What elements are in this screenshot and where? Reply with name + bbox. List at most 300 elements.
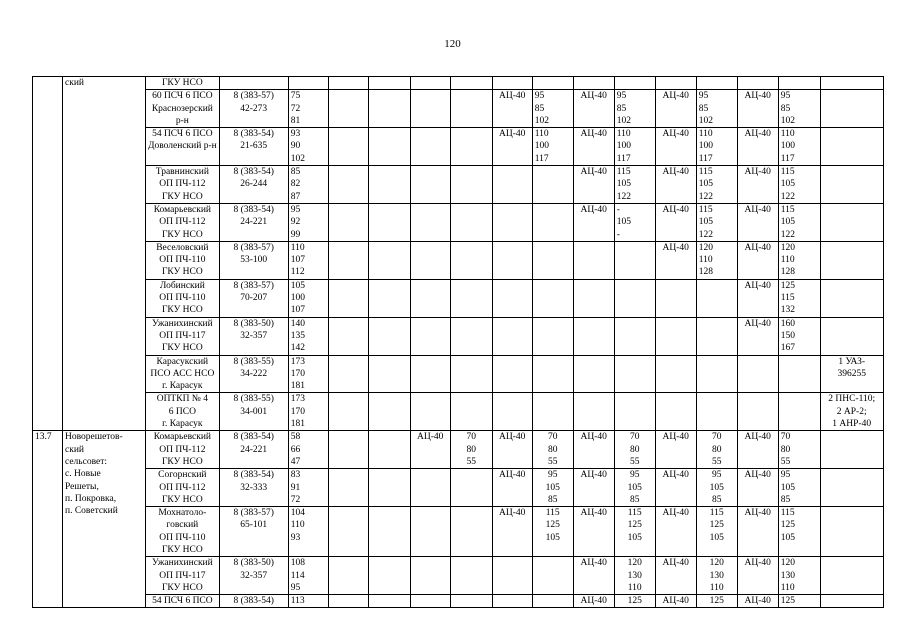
cell-line — [823, 318, 881, 330]
table-cell — [573, 507, 614, 557]
cell-line: 95 — [780, 91, 791, 102]
cell-line: ОП ПЧ-110 — [159, 293, 206, 304]
table-cell — [820, 469, 883, 507]
cell-line: ский — [65, 444, 84, 455]
cell-line — [576, 393, 612, 405]
table-cell — [410, 128, 450, 166]
cell-line — [413, 595, 448, 607]
cell-line: ский — [65, 78, 84, 88]
cell-line — [617, 356, 653, 368]
table-cell — [368, 128, 410, 166]
table-cell — [450, 317, 492, 355]
table-cell — [696, 241, 737, 279]
cell-line — [535, 77, 571, 89]
table-cell — [492, 355, 532, 393]
cell-line: Ужанихинский — [151, 558, 213, 569]
cell-line: ГКУ НСО — [161, 191, 203, 202]
cell-line: 90 — [290, 141, 301, 152]
cell-line: 93 — [290, 129, 301, 140]
table-cell — [219, 166, 288, 204]
table-cell — [655, 355, 696, 393]
table-cell — [219, 507, 288, 557]
cell-line: АЦ-40 — [744, 91, 771, 102]
cell-line — [535, 280, 571, 292]
table-cell — [737, 557, 778, 595]
cell-line: АЦ-40 — [662, 91, 689, 102]
cell-line — [371, 557, 408, 569]
fire-resources-table — [32, 76, 884, 608]
cell-line: АЦ-40 — [744, 242, 771, 253]
table-cell — [328, 393, 368, 431]
cell-line — [495, 318, 530, 330]
cell-line: - — [616, 204, 620, 215]
cell-line — [535, 318, 571, 330]
table-cell — [492, 203, 532, 241]
cell-line: 54 ПСЧ 6 ПСО — [152, 596, 213, 607]
cell-line: АЦ-40 — [662, 432, 689, 443]
cell-line — [495, 356, 530, 368]
cell-line — [495, 204, 530, 216]
table-cell — [532, 279, 573, 317]
table-cell — [737, 469, 778, 507]
cell-line: 108 — [290, 558, 305, 569]
cell-line: 85 — [290, 167, 301, 178]
cell-line: АЦ-40 — [662, 558, 689, 569]
cell-line — [331, 280, 366, 292]
table-cell — [820, 166, 883, 204]
cell-line — [823, 280, 881, 292]
table-row — [33, 557, 884, 595]
cell-line: 8 (383-57) — [233, 508, 274, 519]
cell-line: 122 — [616, 191, 631, 202]
cell-line — [453, 318, 490, 330]
table-cell — [778, 279, 820, 317]
table-cell — [573, 557, 614, 595]
cell-line: - — [616, 229, 620, 240]
table-cell — [696, 469, 737, 507]
cell-line: 105 — [780, 217, 795, 228]
table-cell — [368, 507, 410, 557]
table-cell — [614, 128, 655, 166]
cell-line — [331, 204, 366, 216]
table-cell — [328, 90, 368, 128]
cell-line: 120 — [780, 558, 795, 569]
cell-line: 115 — [709, 508, 724, 519]
cell-line: 75 — [290, 91, 301, 102]
table-cell — [450, 431, 492, 469]
table-cell — [410, 241, 450, 279]
cell-line — [413, 393, 448, 405]
cell-line: ОП ПЧ-112 — [159, 179, 206, 190]
table-cell — [573, 77, 614, 90]
cell-line — [371, 507, 408, 519]
table-cell — [492, 166, 532, 204]
cell-line: 55 — [780, 456, 791, 467]
cell-line: 110 — [780, 129, 795, 140]
table-cell — [410, 355, 450, 393]
table-cell — [219, 77, 288, 90]
table-row — [33, 77, 884, 90]
table-row — [33, 393, 884, 431]
cell-line: Доволенский р-н — [148, 141, 217, 152]
table-cell — [492, 431, 532, 469]
cell-line: 113 — [290, 596, 305, 607]
cell-line: 135 — [290, 330, 305, 341]
cell-line: 102 — [616, 115, 631, 126]
cell-line: ГКУ НСО — [161, 305, 203, 316]
table-cell — [368, 241, 410, 279]
cell-line — [371, 595, 408, 607]
table-cell — [219, 393, 288, 431]
cell-line: 85 — [711, 494, 722, 505]
cell-line: 8 (383-55) — [233, 356, 274, 367]
cell-line: 100 — [780, 141, 795, 152]
cell-line: АЦ-40 — [499, 508, 526, 519]
cell-line: 8 (383-50) — [233, 318, 274, 329]
cell-line: АЦ-40 — [580, 204, 607, 215]
table-cell — [532, 128, 573, 166]
cell-line: 110 — [698, 129, 713, 140]
table-row — [33, 128, 884, 166]
cell-line — [576, 280, 612, 292]
table-cell — [778, 90, 820, 128]
table-cell — [410, 557, 450, 595]
table-cell — [288, 507, 328, 557]
cell-line: Лобинский — [159, 280, 205, 291]
table-cell — [288, 595, 328, 608]
cell-line — [576, 242, 612, 254]
cell-line: 8 (383-54) — [233, 167, 274, 178]
table-cell — [820, 241, 883, 279]
table-cell — [737, 241, 778, 279]
table-cell — [532, 203, 573, 241]
table-cell — [820, 128, 883, 166]
table-cell — [450, 90, 492, 128]
cell-line: 85 — [698, 103, 709, 114]
cell-line — [453, 280, 490, 292]
table-cell — [288, 469, 328, 507]
table-cell — [737, 90, 778, 128]
cell-line: 142 — [290, 343, 305, 354]
cell-line: 110 — [780, 255, 795, 266]
cell-line: АЦ-40 — [499, 91, 526, 102]
table-cell — [573, 90, 614, 128]
table-cell — [219, 431, 288, 469]
table-cell — [492, 317, 532, 355]
cell-line: 55 — [629, 456, 640, 467]
cell-line — [371, 431, 408, 443]
cell-line: АЦ-40 — [744, 596, 771, 607]
cell-line: АЦ-40 — [744, 470, 771, 481]
cell-line: АЦ-40 — [662, 596, 689, 607]
table-cell — [614, 241, 655, 279]
table-cell — [532, 77, 573, 90]
table-cell — [368, 557, 410, 595]
cell-line: 117 — [780, 153, 795, 164]
table-cell — [696, 317, 737, 355]
cell-line — [453, 507, 490, 519]
cell-line: 130 — [709, 570, 724, 581]
table-cell — [368, 393, 410, 431]
cell-line — [781, 393, 818, 405]
table-cell — [410, 203, 450, 241]
cell-line: 132 — [780, 305, 795, 316]
cell-line — [413, 469, 448, 481]
cell-line — [823, 595, 881, 607]
cell-line: 8 (383-57) — [233, 280, 274, 291]
table-cell — [288, 90, 328, 128]
table-cell — [614, 355, 655, 393]
cell-line — [453, 557, 490, 569]
table-cell — [778, 128, 820, 166]
cell-line — [658, 280, 694, 292]
cell-line: 100 — [534, 141, 549, 152]
cell-line: 95 — [711, 470, 722, 481]
cell-line — [331, 242, 366, 254]
cell-line: 8 (383-54) — [233, 129, 274, 140]
table-cell — [492, 279, 532, 317]
cell-line: 85 — [616, 103, 627, 114]
table-cell — [368, 355, 410, 393]
table-cell — [820, 203, 883, 241]
cell-line — [576, 356, 612, 368]
cell-line: Ужанихинский — [151, 318, 213, 329]
table-cell — [328, 431, 368, 469]
cell-line — [823, 77, 881, 89]
cell-line — [331, 557, 366, 569]
table-cell — [614, 469, 655, 507]
table-cell — [450, 128, 492, 166]
cell-line: 92 — [290, 217, 301, 228]
cell-line: 87 — [290, 191, 301, 202]
table-cell — [63, 77, 146, 431]
table-cell — [288, 431, 328, 469]
table-cell — [737, 128, 778, 166]
cell-line: п. Покровка, — [65, 493, 117, 504]
cell-line: АЦ-40 — [580, 167, 607, 178]
cell-line: 105 — [627, 482, 642, 493]
table-cell — [655, 595, 696, 608]
table-cell — [219, 469, 288, 507]
table-cell — [328, 469, 368, 507]
cell-line: 128 — [780, 267, 795, 278]
cell-line: 80 — [780, 444, 791, 455]
cell-line: 72 — [290, 103, 301, 114]
cell-line: 24-221 — [240, 444, 268, 455]
cell-line: 125 — [780, 596, 795, 607]
cell-line: 115 — [545, 508, 560, 519]
cell-line — [823, 90, 881, 102]
table-cell — [655, 203, 696, 241]
table-cell — [63, 431, 146, 608]
cell-line: 160 — [780, 318, 795, 329]
cell-line: 112 — [290, 267, 305, 278]
cell-line: Решеты, — [65, 481, 99, 492]
cell-line — [535, 393, 571, 405]
cell-line: 81 — [290, 115, 301, 126]
table-cell — [655, 279, 696, 317]
table-cell — [219, 557, 288, 595]
table-cell — [820, 557, 883, 595]
cell-line — [699, 318, 735, 330]
cell-line: 125 — [545, 520, 560, 531]
cell-line: 110 — [616, 129, 631, 140]
table-cell — [450, 469, 492, 507]
cell-line: 150 — [780, 330, 795, 341]
cell-line — [453, 356, 490, 368]
table-cell — [696, 203, 737, 241]
table-cell — [737, 77, 778, 90]
table-row — [33, 469, 884, 507]
table-cell — [368, 203, 410, 241]
cell-line: 82 — [290, 179, 301, 190]
cell-line: с. Новые — [65, 469, 101, 480]
table-cell — [146, 595, 220, 608]
table-cell — [778, 393, 820, 431]
table-cell — [368, 279, 410, 317]
cell-line: 105 — [545, 532, 560, 543]
table-cell — [33, 431, 63, 608]
cell-line: 125 — [780, 280, 795, 291]
table-cell — [219, 355, 288, 393]
table-cell — [820, 279, 883, 317]
table-row — [33, 355, 884, 393]
table-cell — [614, 431, 655, 469]
table-cell — [450, 279, 492, 317]
table-cell — [146, 166, 220, 204]
cell-line: АЦ-40 — [662, 508, 689, 519]
cell-line — [331, 77, 366, 89]
cell-line — [453, 469, 490, 481]
cell-line: 104 — [290, 508, 305, 519]
table-cell — [450, 355, 492, 393]
table-cell — [532, 557, 573, 595]
table-cell — [328, 241, 368, 279]
cell-line: ГКУ НСО — [161, 343, 203, 354]
cell-line — [658, 393, 694, 405]
cell-line — [699, 77, 735, 89]
cell-line: АЦ-40 — [744, 167, 771, 178]
cell-line: 105 — [627, 532, 642, 543]
table-cell — [328, 355, 368, 393]
table-cell — [778, 317, 820, 355]
table-cell — [492, 241, 532, 279]
table-cell — [288, 166, 328, 204]
table-cell — [328, 557, 368, 595]
table-cell — [820, 355, 883, 393]
cell-line: 65-101 — [240, 520, 268, 531]
cell-line: ОП ПЧ-112 — [159, 482, 206, 493]
cell-line: ОП ПЧ-110 — [159, 255, 206, 266]
table-cell — [778, 557, 820, 595]
cell-line: 140 — [290, 318, 305, 329]
table-cell — [368, 90, 410, 128]
cell-line: 396255 — [837, 368, 866, 379]
cell-line: АЦ-40 — [499, 129, 526, 140]
table-cell — [492, 128, 532, 166]
table-cell — [778, 203, 820, 241]
table-cell — [146, 90, 220, 128]
table-cell — [614, 77, 655, 90]
table-cell — [696, 557, 737, 595]
cell-line — [371, 393, 408, 405]
cell-line: АЦ-40 — [580, 432, 607, 443]
table-cell — [492, 393, 532, 431]
cell-line: 60 ПСЧ 6 ПСО — [152, 91, 213, 102]
cell-line: 167 — [780, 343, 795, 354]
cell-line: 110 — [780, 582, 795, 593]
cell-line: 8 (383-57) — [233, 91, 274, 102]
cell-line — [535, 595, 571, 607]
cell-line — [740, 77, 776, 89]
table-cell — [328, 279, 368, 317]
table-cell — [737, 355, 778, 393]
cell-line — [699, 280, 735, 292]
table-row — [33, 90, 884, 128]
cell-line: 117 — [616, 153, 631, 164]
cell-line — [331, 166, 366, 178]
cell-line: 107 — [290, 255, 305, 266]
table-row — [33, 166, 884, 204]
cell-line — [740, 393, 776, 405]
cell-line — [495, 166, 530, 178]
cell-line: АЦ-40 — [662, 204, 689, 215]
cell-line — [576, 318, 612, 330]
table-cell — [328, 507, 368, 557]
table-cell — [737, 507, 778, 557]
table-cell — [696, 279, 737, 317]
cell-line: 105 — [780, 482, 795, 493]
cell-line — [495, 393, 530, 405]
table-cell — [696, 507, 737, 557]
table-cell — [573, 279, 614, 317]
cell-line: 53-100 — [240, 255, 268, 266]
table-row — [33, 507, 884, 557]
cell-line: 105 — [545, 482, 560, 493]
cell-line: 95 — [290, 582, 301, 593]
cell-line: ОП ПЧ-112 — [159, 217, 206, 228]
table-row — [33, 203, 884, 241]
table-row — [33, 241, 884, 279]
table-cell — [368, 77, 410, 90]
table-cell — [288, 279, 328, 317]
table-cell — [614, 203, 655, 241]
cell-line: 125 — [709, 520, 724, 531]
cell-line: р-н — [175, 115, 189, 126]
table-cell — [614, 90, 655, 128]
cell-line: 8 (383-54) — [233, 470, 274, 481]
cell-line: АЦ-40 — [580, 91, 607, 102]
cell-line — [331, 128, 366, 140]
table-cell — [219, 203, 288, 241]
table-cell — [532, 355, 573, 393]
cell-line: 105 — [616, 217, 631, 228]
cell-line: 80 — [466, 444, 476, 455]
table-cell — [614, 557, 655, 595]
cell-line: 125 — [780, 520, 795, 531]
cell-line: ГКУ НСО — [161, 267, 203, 278]
cell-line: 102 — [780, 115, 795, 126]
cell-line: 181 — [290, 419, 305, 430]
table-cell — [696, 128, 737, 166]
table-cell — [288, 355, 328, 393]
cell-line: 107 — [290, 305, 305, 316]
cell-line: 181 — [290, 381, 305, 392]
cell-line: 55 — [547, 456, 558, 467]
cell-line: 47 — [290, 456, 301, 467]
cell-line: 93 — [290, 532, 301, 543]
cell-line: 105 — [616, 179, 631, 190]
